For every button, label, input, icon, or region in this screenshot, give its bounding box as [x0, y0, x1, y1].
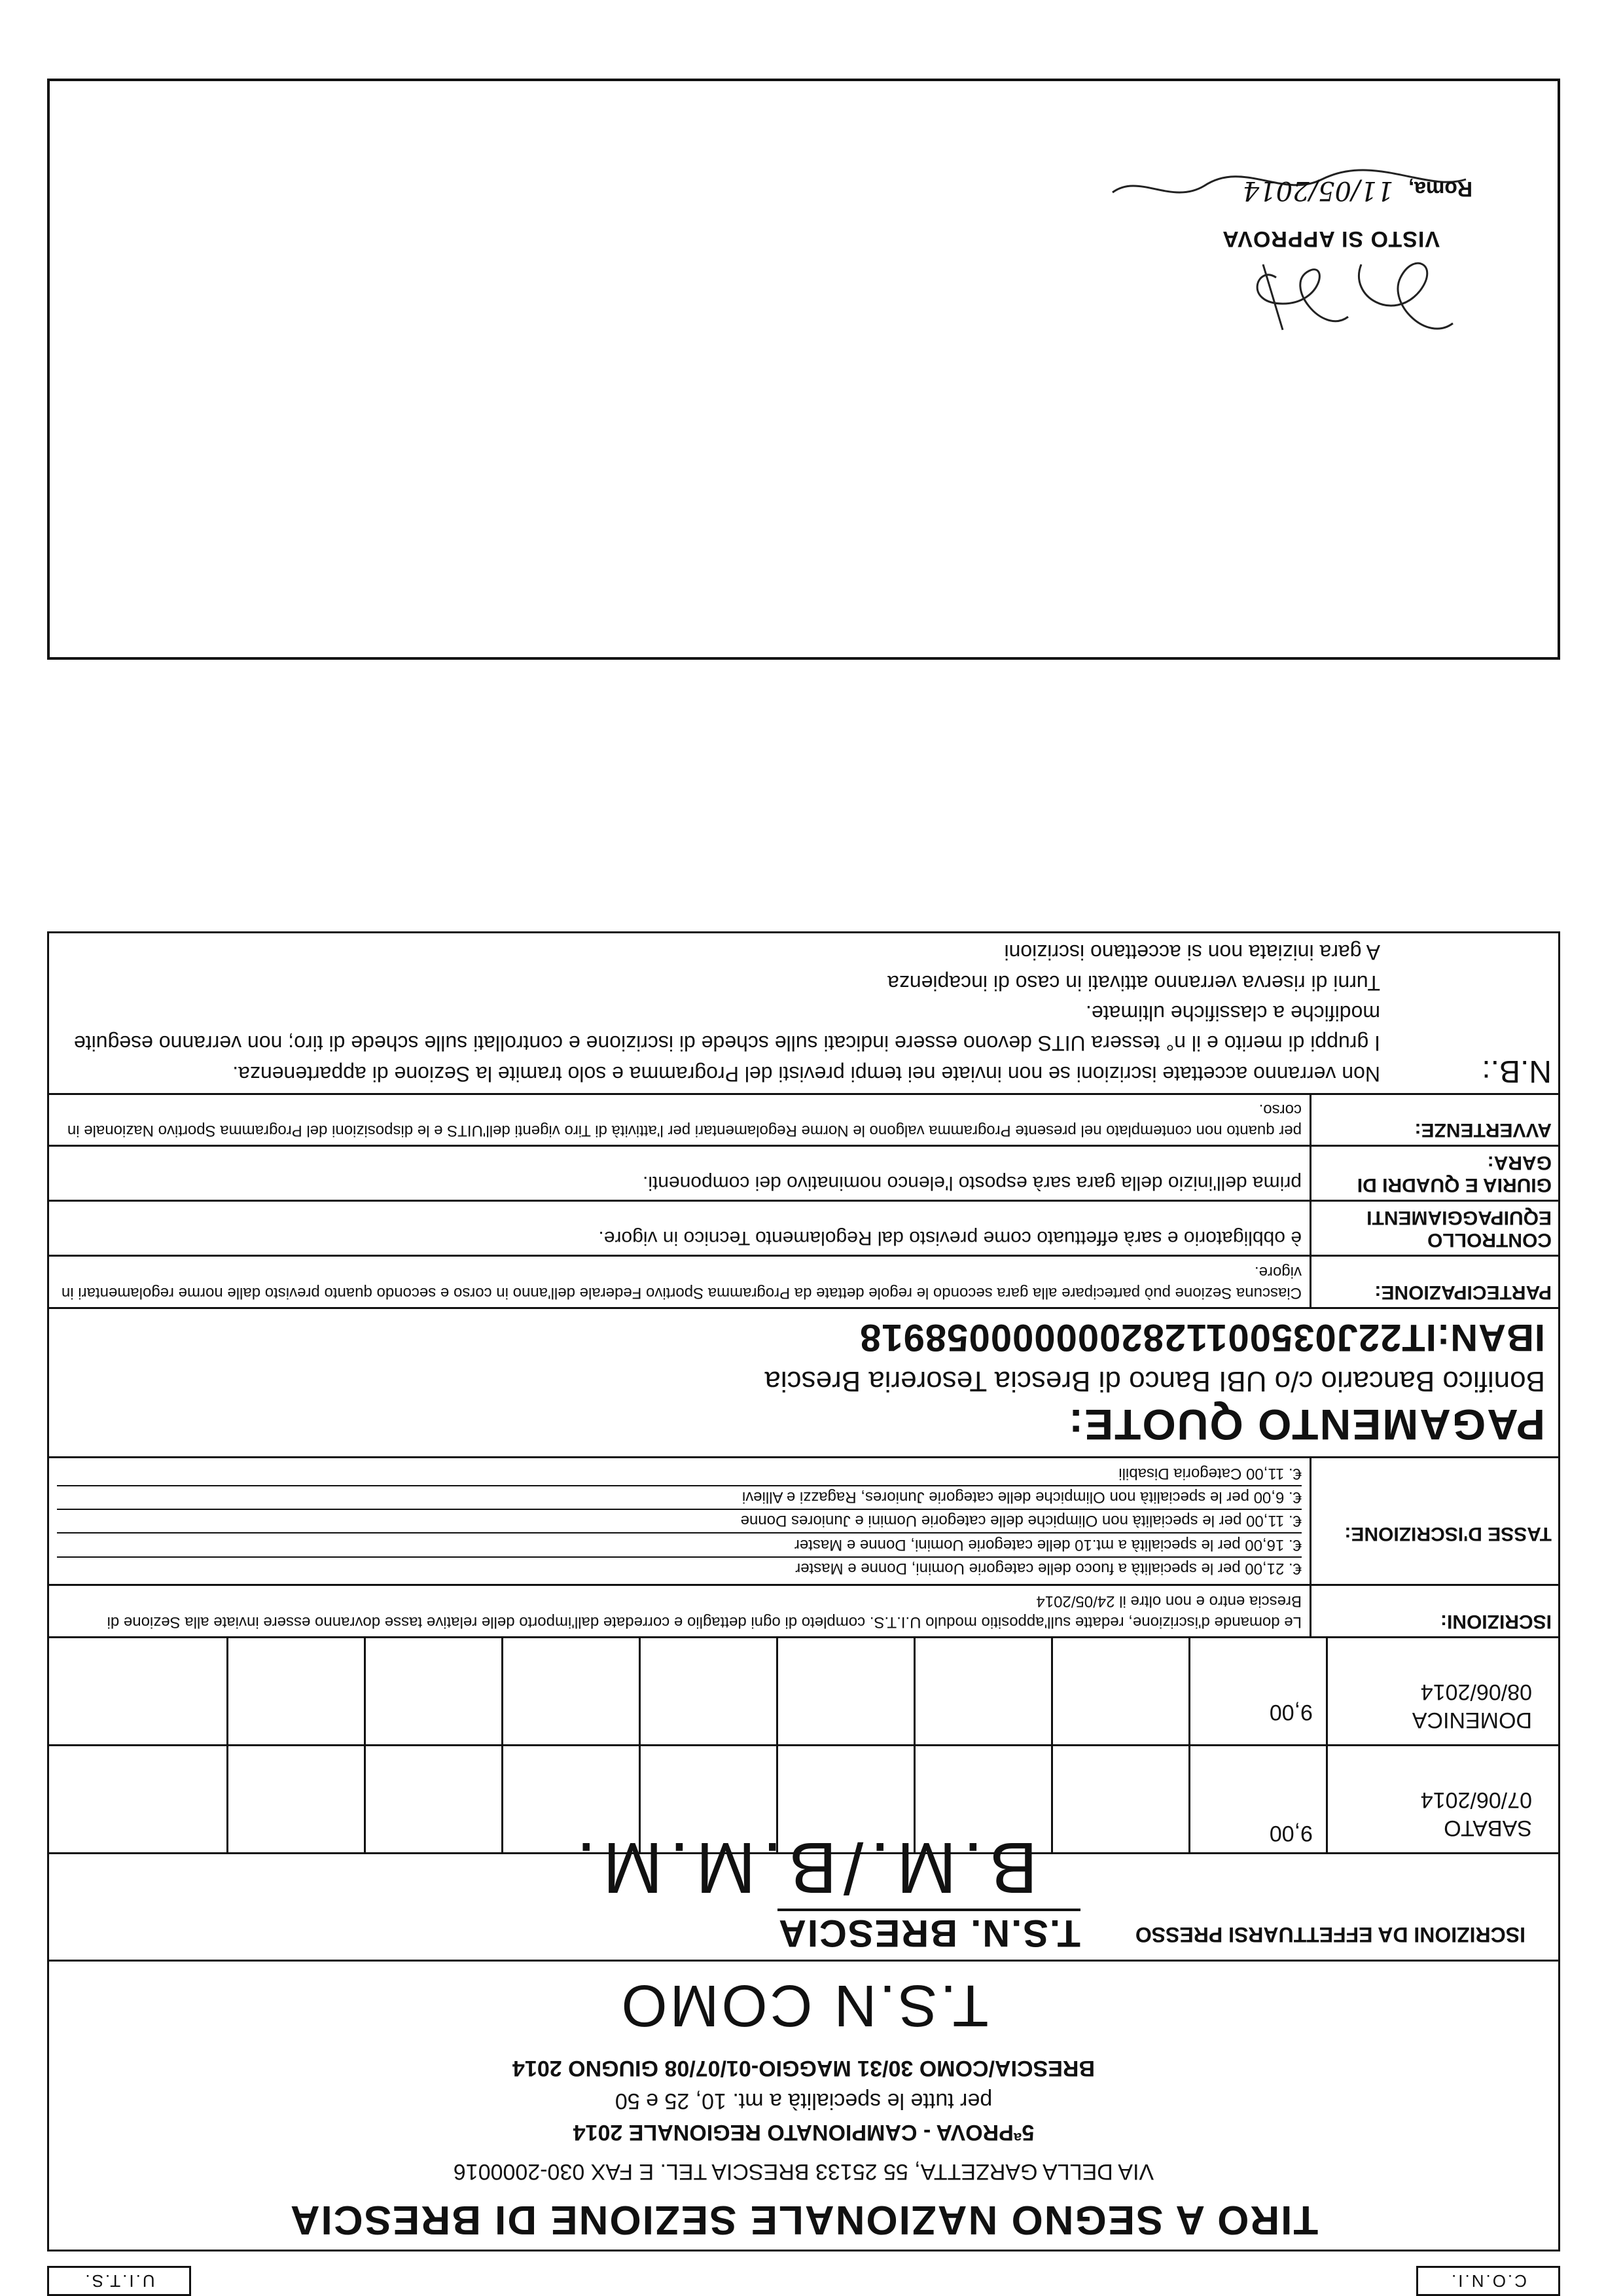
empty-cell: [1051, 1636, 1188, 1744]
handwritten-date: 11/05/2014: [1242, 175, 1394, 206]
tasse-line: €. 21,00 per le specialità a fuoco delle categorie Uomini, Donne e Master: [795, 1560, 1302, 1578]
iscrizioni-row: [49, 1586, 1558, 1636]
giuria-label: GIURIA E QUADRI DI GARA:: [1310, 1147, 1558, 1200]
empty-cell: [501, 1746, 639, 1852]
iscrizioni-text: Le domande d'iscrizione, redatte sull'appositio modulo U.I.T.S. completo di ogni dettaglio e corredate dall'importo delle relative tasse dovranno essere inviate alla Sezione di Brescia entro e non oltre il 24/05/2014: [107, 1592, 1302, 1631]
tasse-line: €. 11,00 Categoria Disabili: [57, 1462, 1302, 1486]
empty-cell: [501, 1636, 639, 1744]
tasse-line: €. 16,00 per le specialità a mt.10 delle categorie Uomini, Donne e Master: [57, 1534, 1302, 1557]
empty-cell: [226, 1636, 364, 1744]
tasse-lines: [49, 1458, 1310, 1584]
stamp-text: VISTO SI APPROVA: [1222, 226, 1440, 251]
event-name: 5ªPROVA - CAMPIONATO REGIONALE 2014: [573, 2120, 1035, 2145]
empty-cell: [364, 1746, 501, 1852]
pagamento-title: PAGAMENTO QUOTE:: [1067, 1401, 1545, 1450]
uits-label: U.I.T.S.: [47, 2266, 191, 2296]
registration-place: T.S.N. BRESCIA: [777, 1909, 1080, 1952]
day-name: SABATO: [1444, 1816, 1532, 1840]
controllo-text: è obbligatorio e sarà effettuato come previsto dal Regolamento Tecnico in vigore.: [598, 1227, 1302, 1249]
empty-cell: [639, 1636, 776, 1744]
regulations-table: [47, 931, 1560, 1636]
schedule-day: [1326, 1746, 1558, 1852]
empty-cell: [914, 1746, 1051, 1852]
empty-cell: [776, 1746, 914, 1852]
schedule-row: [49, 1744, 1558, 1852]
day-date: 08/06/2014: [1420, 1679, 1532, 1705]
specialties: per tutte le specialità a mt. 10, 25 e 50: [615, 2089, 993, 2113]
address: VIA DELLA GARZETTA, 55 25133 BRESCIA TEL. E FAX 030-2000016: [453, 2159, 1154, 2184]
empty-cell: [45, 1746, 226, 1852]
day-name: DOMENICA: [1412, 1708, 1532, 1732]
nb-line: I gruppi di merito e il n° tessera UITS devono essere indicati sulle schede di iscrizione e controllati sulle schede di tiro; non verranno eseguite modifiche a classifiche ultimate.: [73, 1001, 1380, 1056]
schedule-day: [1326, 1636, 1558, 1744]
avvertenze-label: AVVERTENZE:: [1310, 1095, 1558, 1145]
time-value: 9,00: [1269, 1821, 1313, 1846]
time-cell: [1188, 1636, 1326, 1744]
approval-box: [47, 79, 1560, 660]
time-cell: [1188, 1746, 1326, 1852]
partecipazione-row: [49, 1257, 1558, 1309]
partecipazione-text: Ciascuna Sezione può partecipare alla gara secondo le regole dettate da Programma Sportivo Federale dell'anno in corso e secondo quanto previsto dalle norme regolamentari in vigore.: [61, 1263, 1302, 1302]
controllo-row: [49, 1202, 1558, 1257]
controllo-label: CONTROLLO EQUIPAGGIAMENTI: [1310, 1202, 1558, 1255]
day-date: 07/06/2014: [1420, 1787, 1532, 1813]
partecipazione-label: PARTECIPAZIONE:: [1310, 1257, 1558, 1307]
empty-cell: [914, 1636, 1051, 1744]
tasse-label: TASSE D'ISCRIZIONE:: [1310, 1458, 1558, 1584]
nb-line: A gara iniziata non si accettano iscrizioni: [1004, 941, 1380, 965]
header-codes: [47, 2266, 1560, 2296]
coni-label: C.O.N.I.: [1416, 2266, 1560, 2296]
stamp-city: Roma,: [1408, 177, 1472, 201]
time-value: 9,00: [1269, 1700, 1313, 1725]
empty-cell: [639, 1746, 776, 1852]
nb-row: [49, 933, 1558, 1095]
giuria-row: [49, 1147, 1558, 1202]
avvertenze-row: [49, 1095, 1558, 1147]
empty-cell: [364, 1636, 501, 1744]
nb-text: [49, 933, 1388, 1093]
tasse-line: €. 11,00 per le specialità non Olimpiche delle categorie Uomini e Juniores Donne: [57, 1510, 1302, 1534]
pagamento-row: [49, 1309, 1558, 1458]
empty-cell: [226, 1746, 364, 1852]
document-title: TIRO A SEGNO NAZIONALE SEZIONE DI BRESCIA: [289, 2197, 1319, 2242]
avvertenze-text: per quanto non contemplato nel presente Programma valgono le Norme Regolamentari per l'attività di Tiro vigenti dell'UITS e le disposizioni del Programma Sportivo Nazionale in corso.: [67, 1101, 1302, 1140]
event-dates: BRESCIA/COMO 30/31 MAGGIO-01/07/08 GIUGNO 2014: [512, 2056, 1095, 2081]
nb-label: N.B.:: [1482, 1053, 1552, 1088]
iscrizioni-label: ISCRIZIONI:: [1310, 1586, 1558, 1636]
schedule-grid: [47, 1636, 1560, 1852]
stamp-place: [1243, 175, 1472, 206]
empty-cell: [1051, 1746, 1188, 1852]
tasse-row: [49, 1458, 1558, 1586]
nb-line: Non verranno accettate iscrizioni se non inviate nei tempi previsti del Programma e solo tramite la Sezione di appartenenza.: [232, 1062, 1380, 1086]
categories: B.M./B.M.M.: [569, 1827, 1038, 1908]
registration-label: ISCRIZIONI DA EFFETTUARSI PRESSO: [1135, 1923, 1525, 1946]
tasse-line: €. 6,00 per le specialità non Olimpiche delle categorie Juniores, Ragazzi e Allievi: [57, 1486, 1302, 1510]
approval-stamp: [1073, 134, 1479, 343]
iban: IBAN:IT22J0350011282000000058918: [859, 1316, 1545, 1359]
empty-cell: [45, 1636, 226, 1744]
nb-line: Turni di riserva verranno attivati in caso di incapienza: [887, 971, 1380, 995]
schedule-row: [49, 1636, 1558, 1744]
empty-cell: [776, 1636, 914, 1744]
giuria-text: prima dell'inizio della gara sarà esposto l'elenco nominativo dei componenti.: [642, 1172, 1302, 1194]
venue: T.S.N COMO: [618, 1973, 989, 2038]
bank-transfer: Bonifico Bancario c/o UBI Banco di Brescia Tesoreria Brescia: [764, 1365, 1545, 1398]
